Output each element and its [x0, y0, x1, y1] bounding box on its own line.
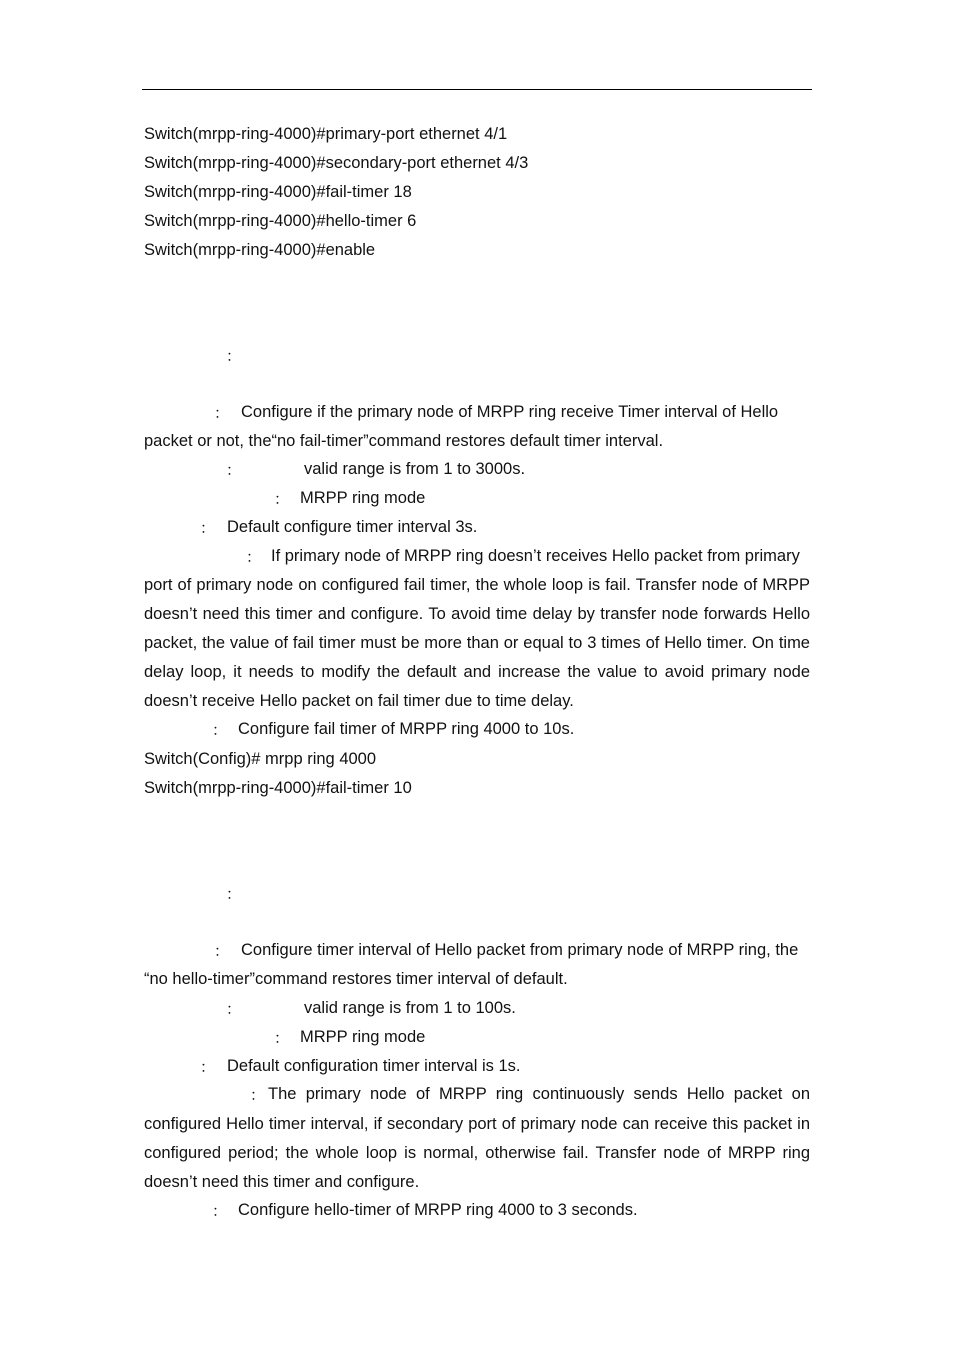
function-text: Configure timer interval of Hello packet from primary node of MRPP ring, the — [241, 941, 799, 959]
example-text: Configure hello-timer of MRPP ring 4000 to 3 seconds. — [238, 1201, 638, 1219]
parameter-text: valid range is from 1 to 100s. — [304, 999, 516, 1017]
function-colon: ： — [214, 943, 230, 960]
function-text: Configure if the primary node of MRPP ring receive Timer interval of Hello — [241, 403, 779, 421]
command-colon: ： — [226, 348, 242, 365]
function-text-cont: packet or not, the“no fail-timer”command restores default timer interval. — [144, 432, 664, 450]
command-colon: ： — [226, 886, 242, 903]
header-rule — [142, 89, 812, 90]
example-line: Switch(mrpp-ring-4000)#hello-timer 6 — [144, 212, 417, 230]
parameter-colon: ： — [226, 1001, 242, 1018]
parameter-colon: ： — [226, 462, 242, 479]
mode-text: MRPP ring mode — [300, 489, 426, 507]
mode-colon: ： — [274, 491, 290, 508]
example-command: Switch(Config)# mrpp ring 4000 — [144, 750, 377, 768]
example-line: Switch(mrpp-ring-4000)#fail-timer 18 — [144, 183, 412, 201]
example-text: Configure fail timer of MRPP ring 4000 to 10s. — [238, 720, 575, 738]
usage-text: If primary node of MRPP ring doesn’t receives Hello packet from primary — [271, 547, 800, 565]
default-text: Default configure timer interval 3s. — [227, 518, 478, 536]
usage-text: The primary node of MRPP ring continuously sends Hello packet on — [268, 1085, 810, 1103]
function-colon: ： — [214, 405, 230, 422]
example-colon: ： — [212, 1203, 228, 1220]
default-colon: ： — [200, 1059, 216, 1076]
usage-paragraph: configured Hello timer interval, if secondary port of primary node can receive this packet in configured period; the whole loop is normal, otherwise fail. Transfer node of MRPP ring doesn’t need this timer and configure. — [144, 1115, 810, 1191]
usage-colon: ： — [250, 1087, 266, 1104]
parameter-text: valid range is from 1 to 3000s. — [304, 460, 526, 478]
example-line: Switch(mrpp-ring-4000)#secondary-port ethernet 4/3 — [144, 154, 529, 172]
usage-colon: ： — [246, 549, 262, 566]
example-command: Switch(mrpp-ring-4000)#fail-timer 10 — [144, 779, 412, 797]
default-colon: ： — [200, 520, 216, 537]
mode-text: MRPP ring mode — [300, 1028, 426, 1046]
function-text-cont: “no hello-timer”command restores timer interval of default. — [144, 970, 568, 988]
default-text: Default configuration timer interval is 1s. — [227, 1057, 521, 1075]
example-line: Switch(mrpp-ring-4000)#enable — [144, 241, 376, 259]
example-line: Switch(mrpp-ring-4000)#primary-port ethernet 4/1 — [144, 125, 508, 143]
example-colon: ： — [212, 722, 228, 739]
usage-paragraph: port of primary node on configured fail timer, the whole loop is fail. Transfer node of MRPP doesn’t need this timer and configure. To avoid time delay by transfer node forwards Hello packet, the value of fail timer must be more than or equal to 3 times of Hello timer. On time delay loop, it needs to modify the default and increase the value to avoid primary node doesn’t receive Hello packet on fail timer due to time delay. — [144, 576, 810, 710]
mode-colon: ： — [274, 1030, 290, 1047]
